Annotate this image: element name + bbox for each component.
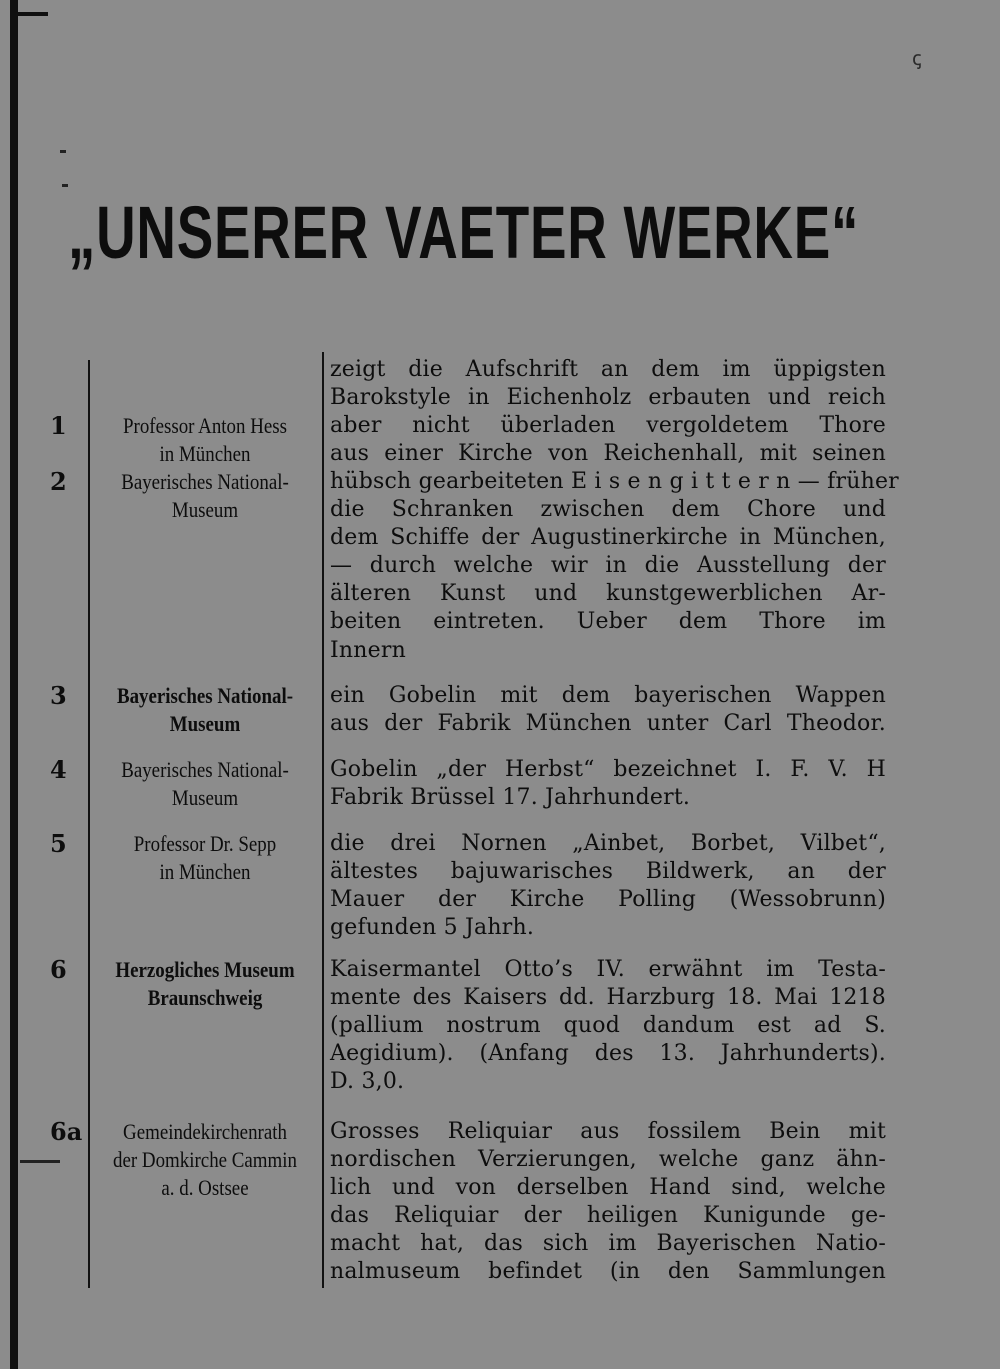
binding-edge-top (18, 12, 48, 16)
lender-line: Herzogliches Museum (115, 957, 295, 982)
description-line: Grosses Reliquiar aus fossilem Bein mit (330, 1119, 886, 1144)
entry-number: 1 (50, 411, 67, 440)
description-line: Innern (330, 637, 406, 663)
entry-description (330, 412, 886, 468)
lender-line: Gemeindekirchenrath (123, 1119, 287, 1144)
scan-speck (62, 184, 68, 187)
description-line: — durch welche wir in die Ausstellung der (330, 553, 886, 579)
lender-line: Museum (171, 497, 239, 522)
lender-line: Bayerisches National- (121, 469, 289, 494)
description-line: Fabrik Brüssel 17. Jahrhundert. (330, 785, 691, 811)
description-line: das Reliquiar der heiligen Kunigunde ge- (330, 1203, 886, 1229)
entry-lender (104, 830, 305, 886)
entry-description (330, 356, 886, 412)
entry-number: 5 (50, 829, 67, 858)
entry-lender (104, 756, 305, 812)
entry-lender (104, 468, 305, 524)
description-line: D. 3,0. (330, 1069, 405, 1095)
lender-line: der Domkirche Cammin (113, 1147, 297, 1172)
description-line: ältestes bajuwarisches Bildwerk, an der (330, 859, 886, 885)
entry-lender (104, 682, 305, 738)
description-line: die Schranken zwischen dem Chore und (330, 497, 886, 523)
entry-description (330, 682, 886, 738)
description-line: beiten eintreten. Ueber dem Thore im (330, 609, 886, 635)
lender-line: Professor Anton Hess (123, 413, 287, 438)
lender-line: Bayerisches National- (121, 757, 289, 782)
description-line: hübsch gearbeiteten E i s e n g i t t e r n — früher (330, 469, 899, 494)
description-line: Barokstyle in Eichenholz erbauten und reich (330, 385, 886, 411)
description-line: gefunden 5 Jahrh. (330, 915, 535, 941)
entry-number: 2 (50, 467, 67, 496)
lender-line: a. d. Ostsee (161, 1175, 249, 1200)
entry-description (330, 1118, 886, 1287)
description-line: mente des Kaisers dd. Harzburg 18. Mai 1218 (330, 985, 886, 1011)
description-line: zeigt die Aufschrift an dem im üppigsten (330, 357, 886, 382)
scan-speck (60, 150, 66, 153)
description-line: nalmuseum befindet (in den Sammlungen (330, 1259, 886, 1285)
entry-description (330, 756, 886, 812)
description-line: Mauer der Kirche Polling (Wessobrunn) (330, 887, 886, 913)
description-line: die drei Nornen „Ainbet, Borbet, Vilbet“, (330, 831, 886, 856)
description-line: älteren Kunst und kunstgewerblichen Ar- (330, 581, 886, 607)
entry-number: 3 (50, 681, 67, 710)
description-line: dem Schiffe der Augustinerkirche in München, (330, 525, 886, 551)
description-line: aber nicht überladen vergoldetem Thore (330, 413, 886, 438)
lender-line: Braunschweig (147, 985, 263, 1010)
lender-line: in München (159, 441, 251, 466)
lender-line: Museum (169, 711, 241, 736)
description-line: Gobelin „der Herbst“ bezeichnet I. F. V. H (330, 757, 886, 782)
entry-number: 6 (50, 955, 67, 984)
entry-description (330, 956, 886, 1096)
description-line: macht hat, das sich im Bayerischen Natio- (330, 1231, 886, 1257)
corner-mark: ꞔ (912, 46, 922, 70)
description-line: lich und von derselben Hand sind, welche (330, 1175, 886, 1201)
description-line: (pallium nostrum quod dandum est ad S. (330, 1013, 886, 1039)
lender-line: Museum (171, 785, 239, 810)
description-line: Aegidium). (Anfang des 13. Jahrhunderts). (330, 1041, 886, 1067)
lender-line: in München (159, 859, 251, 884)
entry-number: 6a (50, 1117, 83, 1146)
description-line: ein Gobelin mit dem bayerischen Wappen (330, 683, 886, 708)
entry-lender (104, 956, 305, 1012)
entry-lender (104, 1118, 305, 1202)
entry-number: 4 (50, 755, 67, 784)
entry-lender (104, 412, 305, 468)
description-line: aus einer Kirche von Reichenhall, mit seinen (330, 441, 886, 467)
description-line: nordischen Verzierungen, welche ganz ähn- (330, 1147, 886, 1173)
lender-line: Bayerisches National- (116, 683, 294, 708)
lender-line: Professor Dr. Sepp (133, 831, 277, 856)
scan-mark (20, 1160, 60, 1163)
entry-description (330, 468, 899, 665)
description-line: Kaisermantel Otto’s IV. erwähnt im Testa- (330, 957, 886, 982)
binding-edge (10, 0, 18, 1369)
column-rule-left (88, 360, 90, 1288)
entry-description (330, 830, 886, 942)
page-title: „UNSERER VAETER WERKE“ (68, 191, 860, 274)
description-line: aus der Fabrik München unter Carl Theodor. (330, 711, 886, 737)
column-rule-right (322, 352, 324, 1288)
